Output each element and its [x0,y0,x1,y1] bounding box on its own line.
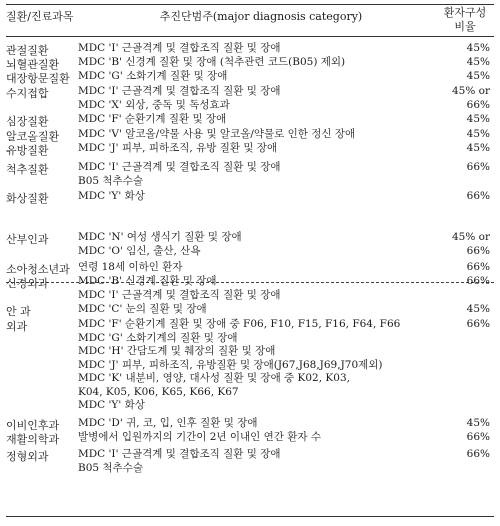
header-mdc: 추진단범주(major diagnosis category) [159,10,363,23]
mdc-line: MDC 'G' 소화기계 질환 및 장애 [78,70,228,82]
mdc-line: B05 척추수술 [78,461,143,474]
ratio-line: 66% [466,261,490,273]
ratio-cell [438,142,490,156]
mdc-cell [78,56,436,70]
mdc-cell [78,417,436,431]
table-header [6,6,494,36]
mdc-line: MDC 'G' 소화기계의 질환 및 장애 [78,331,238,344]
mdc-line: MDC 'J' 피부, 피하조직, 유방 질환 및 장애 [78,142,278,154]
mdc-cell [78,142,436,156]
mdc-line: MDC 'Y' 화상 [78,399,145,411]
header-rule [6,36,494,37]
ratio-cell [438,42,490,56]
mdc-cell [78,448,436,475]
mdc-line: MDC 'F' 순환기계 질환 및 장애 중 F06, F10, F15, F16, F64, F66 [78,318,401,330]
disease-cell: 심장질환 [6,115,49,128]
mdc-line: MDC 'N' 여성 생식기 질환 및 장애 [78,231,242,243]
ratio-cell [438,448,490,462]
header-disease: 질환/진료과목 [6,10,74,23]
mdc-cell [78,161,436,188]
ratio-cell [438,231,490,258]
ratio-cell [438,56,490,70]
ratio-cell [438,128,490,142]
table-top-rule [6,4,494,5]
ratio-cell [438,261,490,275]
ratio-cell [438,70,490,84]
mdc-line: K04, K05, K06, K65, K66, K67 [78,385,239,398]
ratio-cell [438,303,490,317]
ratio-line: 45% [466,113,490,125]
mdc-cell [78,70,436,84]
mdc-line: MDC 'I' 근골격계 및 결합조직 질환 및 장애 [78,448,281,460]
mdc-line: MDC 'B' 신경계 질환 및 장애 [78,275,217,287]
disease-cell: 알코올질환 [6,130,60,143]
ratio-line: 45% or [451,85,490,97]
mdc-line: MDC 'J' 피부, 피하조직, 유방질환 및 장애(J67,J68,J69,J70제외) [78,358,383,371]
ratio-cell [438,318,490,332]
ratio-cell [438,275,490,289]
ratio-line: 66% [466,431,490,443]
mdc-line: MDC 'H' 간담도계 및 췌장의 질환 및 장애 [78,345,276,357]
ratio-line: 45% [466,70,490,82]
mdc-line: MDC 'D' 귀, 코, 입, 인후 질환 및 장애 [78,417,258,429]
disease-cell: 이비인후과 [6,419,60,432]
mdc-cell [78,231,436,258]
disease-cell: 외과 [6,320,28,333]
mdc-line: MDC 'I' 근골격계 및 결합조직 질환 및 장애 [78,85,281,97]
ratio-cell [438,113,490,127]
mdc-line: B05 척추수술 [78,174,143,187]
ratio-cell [438,190,490,204]
mdc-line: MDC 'Y' 화상 [78,190,145,202]
ratio-line: 66% [466,244,490,257]
ratio-line: 45% [466,56,490,68]
ratio-line: 66% [466,98,490,111]
ratio-cell [438,85,490,112]
header-ratio-line2: 비율 [454,20,476,33]
mdc-line: MDC 'I' 근골격계 및 결합조직 질환 및 장애 [78,161,281,173]
mdc-cell [78,261,436,275]
mdc-cell [78,190,436,204]
ratio-line: 66% [466,190,490,202]
mdc-cell [78,113,436,127]
mdc-cell [78,431,436,445]
ratio-line: 66% [466,318,490,330]
disease-cell: 뇌혈관질환 [6,58,60,71]
ratio-line: 66% [466,275,490,287]
ratio-line: 45% [466,128,490,140]
mdc-line: MDC 'B' 신경계 질환 및 장애 (척추관련 코드(B05) 제외) [78,56,346,68]
table-bottom-rule [6,516,494,517]
disease-cell: 수지접합 [6,87,49,100]
disease-cell: 안 과 [6,305,31,318]
disease-cell: 화상질환 [6,192,49,205]
mdc-line: MDC 'I' 근골격계 및 결합조직 질환 및 장애 [78,42,281,54]
mdc-cell [78,85,436,112]
mdc-line: MDC 'V' 알코올/약물 사용 및 알코올/약물로 인한 정신 장애 [78,128,356,140]
disease-cell: 정형외과 [6,450,49,463]
disease-cell: 신경외과 [6,277,49,290]
disease-cell: 유방질환 [6,144,49,157]
ratio-line: 45% [466,303,490,315]
disease-cell: 소아청소년과 [6,263,70,276]
disease-cell: 재활의학과 [6,433,60,446]
ratio-line: 45% [466,42,490,54]
ratio-cell [438,161,490,175]
ratio-line: 66% [466,448,490,460]
mdc-line: MDC 'F' 순환기계 질환 및 장애 [78,113,227,125]
mdc-cell [78,42,436,56]
mdc-line: MDC 'X' 외상, 중독 및 독성효과 [78,98,230,111]
ratio-line: 66% [466,161,490,173]
mdc-cell [78,275,436,302]
mdc-line: MDC 'C' 눈의 질환 및 장애 [78,303,207,315]
mdc-cell [78,318,436,413]
mdc-line: MDC 'I' 근골격계 및 결합조직 질환 및 장애 [78,288,281,301]
ratio-line: 45% or [451,231,490,243]
disease-cell: 관절질환 [6,44,49,57]
mdc-cell [78,303,436,317]
mdc-line: MDC 'O' 임신, 출산, 산욕 [78,244,201,257]
ratio-cell [438,417,490,431]
ratio-cell [438,431,490,445]
disease-cell: 대장항문질환 [6,72,70,85]
ratio-line: 45% [466,417,490,429]
mdc-line: 연령 18세 이하인 환자 [78,261,183,273]
mdc-line: MDC 'K' 내분비, 영양, 대사성 질환 및 장애 중 K02, K03, [78,372,350,384]
ratio-line: 45% [466,142,490,154]
mdc-cell [78,128,436,142]
disease-cell: 산부인과 [6,233,49,246]
mdc-line: 발병에서 입원까지의 기간이 2년 이내인 연간 환자 수 [78,431,322,443]
disease-cell: 척추질환 [6,163,49,176]
header-ratio-line1: 환자구성 [443,6,487,19]
header-ratio [436,6,494,34]
